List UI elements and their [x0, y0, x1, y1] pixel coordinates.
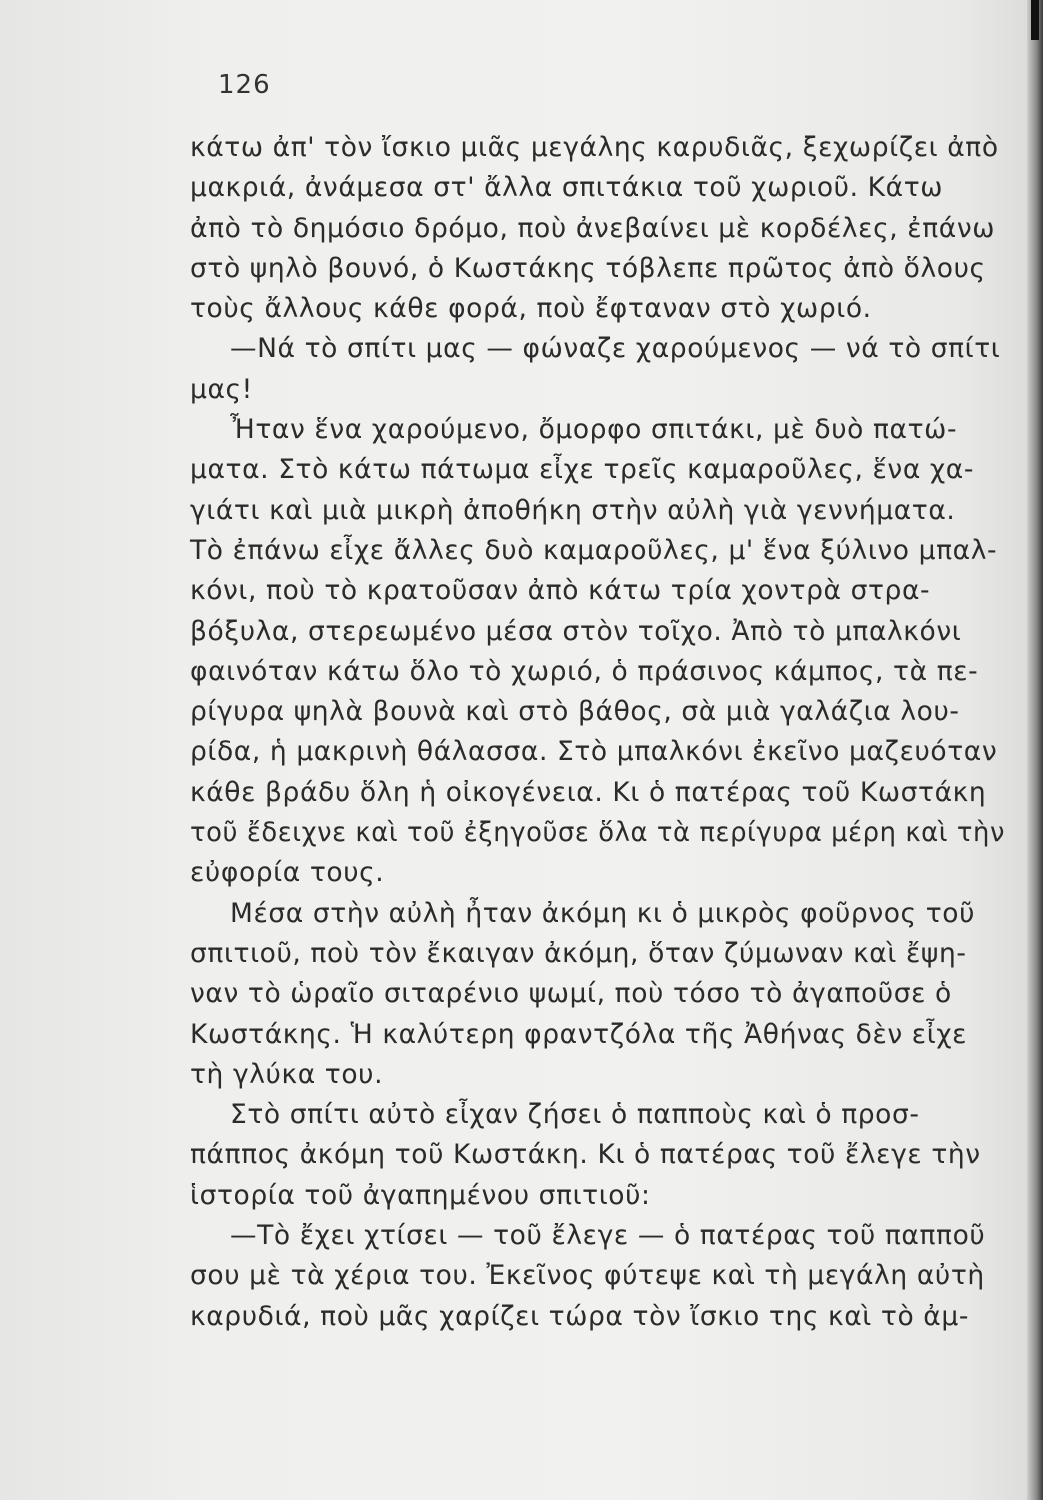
text-line: γιάτι καὶ μιὰ μικρὴ ἀποθήκη στὴν αὐλὴ γιὰ γεννήματα.	[190, 494, 956, 526]
text-line: σπιτιοῦ, ποὺ τὸν ἔκαιγαν ἀκόμη, ὅταν ζύμωναν καὶ ἔψη-	[190, 937, 967, 969]
text-line: βόξυλα, στερεωμένο μέσα στὸν τοῖχο. Ἀπὸ τὸ μπαλκόνι	[190, 615, 962, 647]
text-line: κόνι, ποὺ τὸ κρατοῦσαν ἀπὸ κάτω τρία χοντρὰ στρα-	[190, 575, 931, 607]
text-line: ρίδα, ἡ μακρινὴ θάλασσα. Στὸ μπαλκόνι ἐκεῖνο μαζευόταν	[190, 736, 998, 768]
text-line: Τὸ ἐπάνω εἶχε ἄλλες δυὸ καμαροῦλες, μ' ἕνα ξύλινο μπαλ-	[190, 534, 998, 566]
text-line: —Νά τὸ σπίτι μας — φώναζε χαρούμενος — νά τὸ σπίτι	[230, 333, 1001, 365]
text-line: ματα. Στὸ κάτω πάτωμα εἶχε τρεῖς καμαροῦλες, ἕνα χα-	[190, 454, 975, 486]
text-line: μακριά, ἀνάμεσα στ' ἄλλα σπιτάκια τοῦ χωριοῦ. Κάτω	[190, 172, 944, 204]
text-line: καρυδιά, ποὺ μᾶς χαρίζει τώρα τὸν ἴσκιο της καὶ τὸ ἀμ-	[190, 1300, 969, 1332]
text-line: ναν τὸ ὡραῖο σιταρένιο ψωμί, ποὺ τόσο τὸ ἀγαποῦσε ὁ	[190, 978, 952, 1010]
text-line: τοῦ ἔδειχνε καὶ τοῦ ἐξηγοῦσε ὅλα τὰ περίγυρα μέρη καὶ τὴν	[190, 817, 1005, 849]
text-line: τὴ γλύκα του.	[190, 1058, 384, 1090]
text-line: Ἦταν ἕνα χαρούμενο, ὄμορφο σπιτάκι, μὲ δυὸ πατώ-	[230, 414, 958, 446]
text-line: ρίγυρα ψηλὰ βουνὰ καὶ στὸ βάθος, σὰ μιὰ γαλάζια λου-	[190, 696, 960, 728]
text-line: μας!	[190, 373, 253, 405]
text-line: φαινόταν κάτω ὅλο τὸ χωριό, ὁ πράσινος κάμπος, τὰ πε-	[190, 655, 979, 687]
text-line: —Τὸ ἔχει χτίσει — τοῦ ἔλεγε — ὁ πατέρας τοῦ παπποῦ	[230, 1220, 986, 1252]
text-line: ἀπὸ τὸ δημόσιο δρόμο, ποὺ ἀνεβαίνει μὲ κορδέλες, ἐπάνω	[190, 212, 996, 244]
page-number: 126	[218, 70, 271, 100]
text-line: τοὺς ἄλλους κάθε φορά, ποὺ ἔφταναν στὸ χωριό.	[190, 293, 872, 325]
text-line: πάππος ἀκόμη τοῦ Κωστάκη. Κι ὁ πατέρας τοῦ ἔλεγε τὴν	[190, 1139, 981, 1171]
text-line: στὸ ψηλὸ βουνό, ὁ Κωστάκης τόβλεπε πρῶτος ἀπὸ ὅλους	[190, 252, 986, 284]
text-line: ἱστορία τοῦ ἀγαπημένου σπιτιοῦ:	[190, 1179, 651, 1211]
text-line: Μέσα στὴν αὐλὴ ἦταν ἀκόμη κι ὁ μικρὸς φοῦρνος τοῦ	[230, 897, 976, 929]
scan-edge-mark	[1031, 0, 1039, 40]
page-edge-shadow	[1027, 0, 1043, 1500]
text-line: κάθε βράδυ ὅλη ἡ οἰκογένεια. Κι ὁ πατέρας τοῦ Κωστάκη	[190, 776, 987, 808]
body-text	[190, 128, 1010, 1337]
text-line: Στὸ σπίτι αὐτὸ εἶχαν ζήσει ὁ παπποὺς καὶ ὁ προσ-	[230, 1099, 920, 1131]
text-line: Κωστάκης. Ἡ καλύτερη φραντζόλα τῆς Ἀθήνας δὲν εἶχε	[190, 1018, 968, 1050]
text-line: κάτω ἀπ' τὸν ἴσκιο μιᾶς μεγάλης καρυδιᾶς, ξεχωρίζει ἀπὸ	[190, 132, 999, 163]
text-line: εὐφορία τους.	[190, 857, 385, 889]
text-line: σου μὲ τὰ χέρια του. Ἐκεῖνος φύτεψε καὶ τὴ μεγάλη αὐτὴ	[190, 1260, 985, 1292]
